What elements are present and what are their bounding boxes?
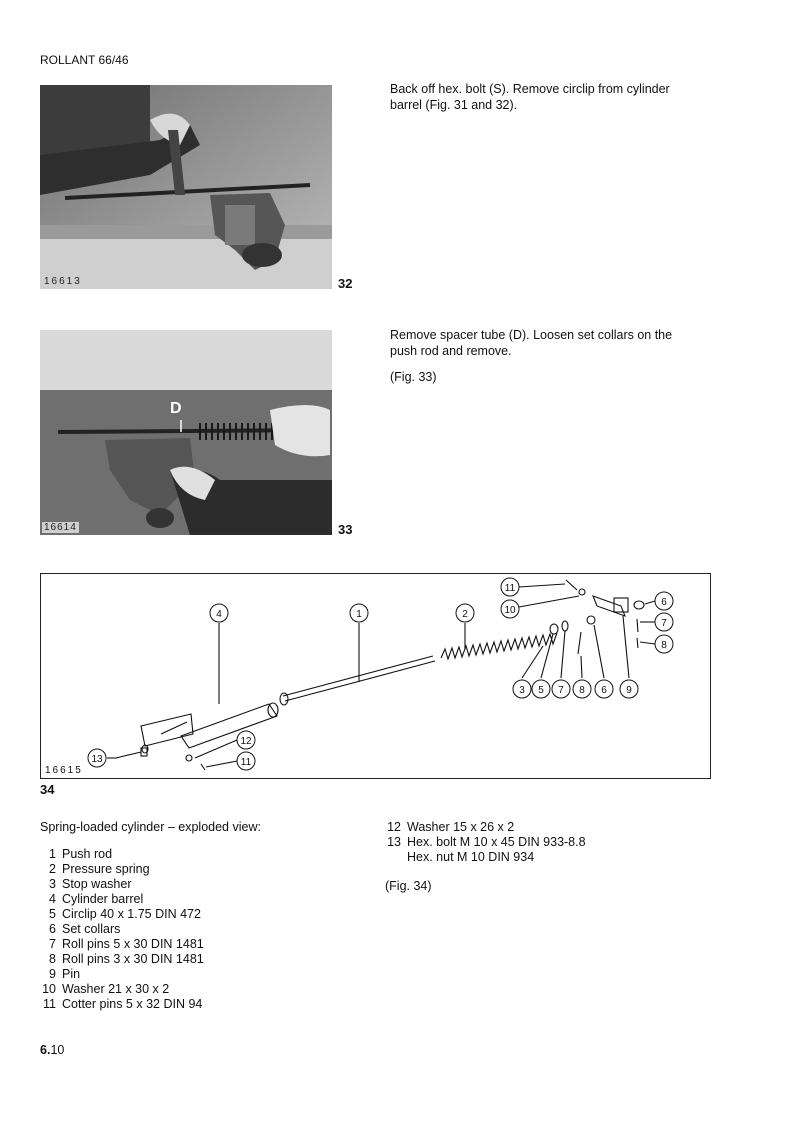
legend-item xyxy=(40,937,360,952)
callout-text: 6 xyxy=(601,685,607,696)
legend-item-text: Hex. bolt M 10 x 45 DIN 933-8.8 xyxy=(407,835,586,849)
workshop-photo-spring-rod xyxy=(40,330,332,535)
legend-item-number: 3 xyxy=(49,877,56,891)
legend-item-number: 4 xyxy=(49,892,56,906)
photo-code: 16613 xyxy=(44,276,82,287)
callout-text: 4 xyxy=(216,609,222,620)
callout-text: 5 xyxy=(538,685,544,696)
legend-item xyxy=(40,907,360,922)
legend-item-number: 2 xyxy=(49,862,56,876)
page-number-page: 10 xyxy=(50,1043,65,1057)
callout-text: 6 xyxy=(661,597,667,608)
callout-text: 8 xyxy=(579,685,585,696)
legend-item-number: 11 xyxy=(43,997,56,1011)
legend-item xyxy=(385,835,715,850)
legend-item xyxy=(40,892,360,907)
figure-number-32: 32 xyxy=(338,276,353,291)
legend-item-text: Roll pins 5 x 30 DIN 1481 xyxy=(62,937,204,951)
legend-item-number: 13 xyxy=(387,835,401,849)
figure-number-33: 33 xyxy=(338,522,353,537)
legend-item xyxy=(40,952,360,967)
legend-item-number: 6 xyxy=(49,922,56,936)
callout-text: 10 xyxy=(504,605,516,616)
callout-text: 11 xyxy=(504,583,516,594)
legend-item-text: Stop washer xyxy=(62,877,132,891)
photo-code: 16615 xyxy=(45,765,83,776)
legend-item-text: Push rod xyxy=(62,847,113,861)
caption-fig-33: Remove spacer tube (D). Loosen set collars on the push rod and remove. xyxy=(390,328,673,358)
legend-item-number: 7 xyxy=(49,937,56,951)
legend-item-number: 8 xyxy=(49,952,56,966)
figure-number-34: 34 xyxy=(40,782,55,797)
legend-item-text: Hex. nut M 10 DIN 934 xyxy=(407,850,535,864)
callout-text: 7 xyxy=(661,618,667,629)
legend-left xyxy=(40,820,360,1012)
legend-title: Spring-loaded cylinder – exploded view: xyxy=(40,820,261,834)
callout-text: 12 xyxy=(240,736,252,747)
legend-item-number: 1 xyxy=(49,847,56,861)
legend-item-number: 12 xyxy=(387,820,401,834)
legend-item-text: Washer 15 x 26 x 2 xyxy=(407,820,515,834)
legend-item xyxy=(40,982,360,997)
fig-ref-33: (Fig. 33) xyxy=(390,370,437,384)
callout-text: 13 xyxy=(91,754,103,765)
label-d: D xyxy=(170,400,182,417)
legend-item-text: Washer 21 x 30 x 2 xyxy=(62,982,170,996)
document-header: ROLLANT 66/46 xyxy=(40,53,129,67)
photo-code: 16614 xyxy=(44,522,77,533)
fig-ref-34: (Fig. 34) xyxy=(385,879,432,893)
legend-right xyxy=(385,820,715,894)
legend-item xyxy=(40,967,360,982)
callout-text: 9 xyxy=(626,685,632,696)
page-number xyxy=(40,1043,64,1057)
callout-text: 1 xyxy=(356,609,362,620)
exploded-view-drawing xyxy=(41,574,710,778)
legend-item-text: Pressure spring xyxy=(62,862,150,876)
caption-fig-32: Back off hex. bolt (S). Remove circlip from cylinder barrel (Fig. 31 and 32). xyxy=(390,82,670,112)
photo-fig-32 xyxy=(40,85,332,289)
callout-text: 7 xyxy=(558,685,564,696)
legend-item-number: 10 xyxy=(42,982,56,996)
legend-item-text: Circlip 40 x 1.75 DIN 472 xyxy=(62,907,201,921)
legend-item xyxy=(385,850,715,865)
page-number-chapter: 6. xyxy=(40,1043,51,1057)
legend-item-text: Pin xyxy=(62,967,81,981)
callout-text: 8 xyxy=(661,640,667,651)
legend-item xyxy=(40,877,360,892)
photo-fig-33 xyxy=(40,330,332,535)
legend-item-text: Cylinder barrel xyxy=(62,892,144,906)
legend-item-number: 9 xyxy=(49,967,56,981)
callout-text: 11 xyxy=(240,757,252,768)
legend-item-number: 5 xyxy=(49,907,56,921)
callout-text: 3 xyxy=(519,685,525,696)
legend-item xyxy=(40,862,360,877)
legend-item-text: Set collars xyxy=(62,922,121,936)
legend-item xyxy=(385,820,715,835)
callout-text: 2 xyxy=(462,609,468,620)
workshop-photo-vise-cylinder xyxy=(40,85,332,289)
legend-item xyxy=(40,997,360,1012)
legend-item xyxy=(40,922,360,937)
legend-item-text: Cotter pins 5 x 32 DIN 94 xyxy=(62,997,203,1011)
exploded-view-diagram xyxy=(40,573,711,779)
legend-item-text: Roll pins 3 x 30 DIN 1481 xyxy=(62,952,204,966)
legend-item xyxy=(40,847,360,862)
